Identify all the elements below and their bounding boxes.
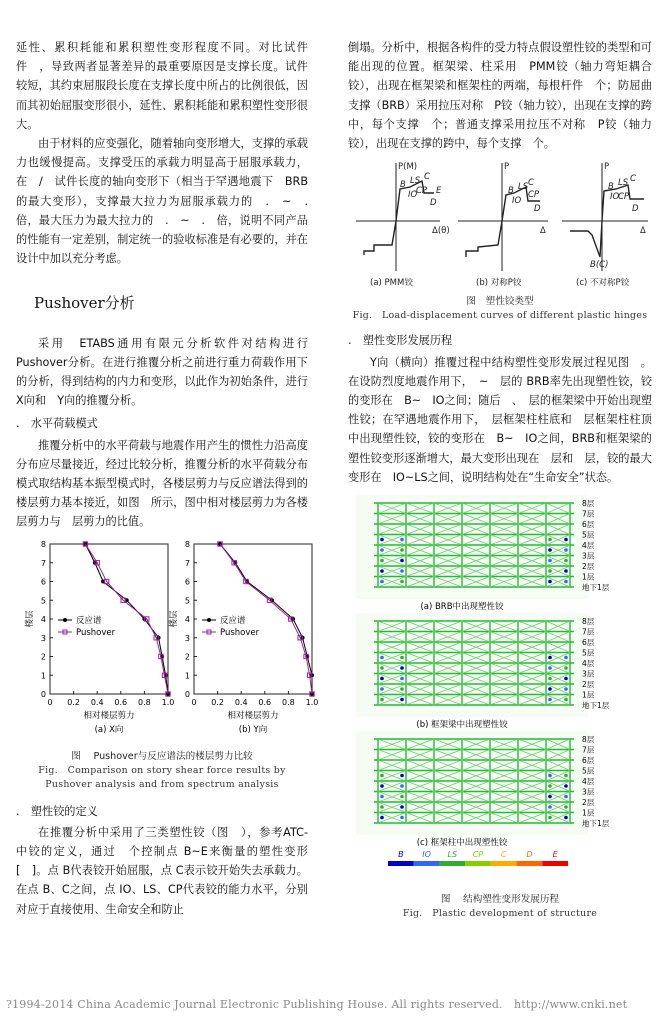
paragraph: Y向（横向）推覆过程中结构塑性变形发展过程见图 。在设防烈度地震作用下， ~ 层的 BRB率先出现塑性铰，铰的变形在 B~ IO之间；随后 、 层的框架梁中开始出现塑性铰；在罕遇地震作用下， 层框架柱柱底和 层框架柱柱顶中出现塑性铰，铰的变形在 B~ IO之间，BRB和框架梁的塑性铰变形逐渐增大，最大变形出现在 层和 层，铰的最大变形在 IO~LS之间，说明结构处在“生命安全”状态。 [348, 355, 652, 484]
plastic-hinge [380, 795, 384, 799]
floor-label: 2层 [582, 798, 595, 808]
legend-color-bar [414, 861, 440, 866]
plastic-hinge [564, 677, 568, 681]
frame-panel [356, 495, 610, 599]
floor-label: 3层 [582, 669, 595, 679]
x-tick-label: 0.8 [282, 697, 295, 707]
figure-caption-en: Pushover analysis and from spectrum analysis [45, 778, 279, 790]
plastic-hinge [548, 795, 552, 799]
plastic-hinge [564, 795, 568, 799]
plastic-hinge [380, 677, 384, 681]
y-tick-label: 1 [40, 670, 46, 680]
y-tick-label: 7 [184, 558, 190, 568]
plastic-hinge [400, 569, 404, 573]
plastic-hinge [380, 538, 384, 542]
plastic-hinge [380, 805, 384, 809]
plastic-hinge [548, 816, 552, 820]
legend-color-bar [491, 861, 517, 866]
x-axis-label: 相对楼层剪力 [227, 710, 279, 721]
axis-label: P(M) [398, 162, 418, 173]
paragraph: 倒塌。分析中，根据各构件的受力特点假设塑性铰的类型和可能出现的位置。框架梁、柱采用 PMM铰（轴力弯矩耦合铰），出现在框架梁和框架柱的两端，每根杆件 个；防屈曲支撑（BRB）采用拉压对称 P铰（轴力铰），出现在支撑的跨中，每个支撑 个；普通支撑采用拉压不对称 P铰（轴力铰），出现在支撑的跨中，每个支撑 个。 [348, 41, 652, 151]
figure-plastic-development [348, 495, 652, 921]
y-tick-label: 0 [184, 689, 190, 699]
plastic-hinge [400, 548, 404, 552]
floor-label: 4层 [582, 777, 595, 787]
floor-label: 8层 [582, 735, 595, 745]
floor-label: 7层 [582, 745, 595, 755]
plastic-hinge [400, 559, 404, 563]
floor-label: 地下1层 [582, 583, 610, 593]
floor-label: 1层 [582, 572, 595, 582]
y-tick-label: 5 [184, 595, 190, 605]
hinge-b [458, 163, 548, 271]
plastic-hinge [400, 698, 404, 702]
floor-label: 6层 [582, 756, 595, 766]
plastic-hinge [548, 569, 552, 573]
floor-label: 6层 [582, 520, 595, 530]
subfigure-label: (c) 框架柱中出现塑性铰 [416, 838, 508, 849]
paragraph: 推覆分析中的水平荷载与地震作用产生的惯性力沿高度分布应尽量接近，经过比较分析，推覆分析的水平荷载分布模式取结构基本振型模式时，各楼层剪力与反应谱法得到的楼层剪力基本接近，如图 所示，图中相对楼层剪力为各楼层剪力与 层剪力的比值。 [16, 438, 308, 529]
y-tick-label: 4 [184, 614, 190, 624]
plastic-hinge [548, 677, 552, 681]
plastic-hinge [380, 569, 384, 573]
axis-label: Δ [540, 226, 546, 237]
figure-caption: 图 结构塑性变形发展历程 [440, 894, 560, 906]
plastic-hinge [548, 656, 552, 660]
y-tick-label: 8 [40, 539, 46, 549]
svg-text:C: C [528, 178, 534, 189]
legend-marker [207, 618, 211, 622]
svg-text:IO: IO [610, 192, 620, 203]
x-tick-label: 0.6 [258, 697, 272, 707]
plastic-hinge [380, 816, 384, 820]
svg-text:B: B [400, 180, 406, 191]
floor-label: 4层 [582, 541, 595, 551]
x-tick-label: 0.6 [114, 697, 128, 707]
legend-color-bar [465, 861, 491, 866]
subfigure-label: (c) 不对称P铰 [576, 278, 630, 289]
axis-label: P [604, 162, 610, 173]
plot-frame [50, 544, 168, 694]
plastic-hinge [400, 816, 404, 820]
plastic-hinge [400, 677, 404, 681]
legend-label: E [552, 850, 558, 860]
frame-panel [356, 731, 610, 835]
subsection-heading: . 水平荷载模式 [16, 417, 98, 431]
plastic-hinge [564, 687, 568, 691]
left-column [16, 38, 320, 919]
subfigure-label: (b) 框架梁中出现塑性铰 [416, 720, 508, 731]
figure-caption-en: Fig. Comparison on story shear force results by [38, 764, 286, 776]
figure-caption: 图 塑性铰类型 [466, 296, 534, 308]
floor-label: 5层 [582, 648, 595, 658]
axis-label: Δ(θ) [432, 226, 450, 237]
figure-caption-en: Fig. Load-displacement curves of different plastic hinges [352, 310, 648, 322]
floor-label: 3层 [582, 787, 595, 797]
plastic-hinge [380, 559, 384, 563]
plastic-hinge [564, 774, 568, 778]
svg-text:LS: LS [410, 176, 421, 187]
svg-text:CP: CP [618, 192, 630, 203]
svg-text:CP: CP [416, 186, 428, 197]
svg-text:D: D [430, 198, 437, 209]
plastic-hinge [548, 805, 552, 809]
subsection-heading: . 塑性铰的定义 [16, 804, 98, 818]
legend-label: LS [447, 850, 458, 860]
section-heading: Pushover分析 [34, 294, 135, 313]
plastic-hinge [548, 548, 552, 552]
floor-label: 2层 [582, 680, 595, 690]
plastic-hinge [548, 698, 552, 702]
legend-label: 反应谱 [220, 615, 246, 626]
plastic-hinge [548, 784, 552, 788]
subfigure-label: (a) BRB中出现塑性铰 [420, 602, 504, 613]
y-tick-label: 0 [40, 689, 46, 699]
svg-text:LS: LS [518, 182, 529, 193]
plastic-hinge [400, 774, 404, 778]
plastic-hinge [564, 805, 568, 809]
subfigure-label: (b) 对称P铰 [476, 278, 522, 289]
plastic-hinge [380, 666, 384, 670]
svg-text:CP: CP [528, 190, 540, 201]
axis-label: P [504, 162, 510, 173]
paragraph: 由于材料的应变强化，随着轴向变形增大，支撑的承载力也缓慢提高。支撑受压的承载力明显高于屈服承载力，在 / 试件长度的轴向变形下（相当于罕遇地震下 BRB的最大变形），支撑最大拉力为屈服承载力的 . ~ . 倍，最大压力为最大拉力的 . ~ . 倍，说明不同产品的性能有一定差别，制定统一的验收标准是有必要的，并在设计中加以充分考虑。 [16, 137, 320, 266]
plastic-hinge [380, 698, 384, 702]
svg-text:C: C [424, 172, 430, 183]
svg-text:E: E [436, 186, 442, 197]
x-tick-label: 0.2 [211, 697, 224, 707]
y-tick-label: 7 [40, 558, 46, 568]
y-tick-label: 3 [184, 633, 190, 643]
x-tick-label: 0 [191, 697, 197, 707]
plastic-hinge [564, 698, 568, 702]
floor-label: 1层 [582, 690, 595, 700]
figure-caption-en: Fig. Plastic development of structure [402, 908, 598, 920]
plastic-hinge [548, 538, 552, 542]
legend-label: CP [472, 850, 484, 860]
plastic-hinge [564, 569, 568, 573]
svg-text:B: B [508, 186, 514, 197]
copyright-footer: ?1994-2014 China Academic Journal Electronic Publishing House. All rights reserved. http://www.cnki.net [6, 998, 628, 1011]
figure-story-shear [16, 532, 319, 750]
x-tick-label: 0.4 [234, 697, 248, 707]
svg-text:D: D [534, 204, 541, 215]
plastic-hinge [380, 784, 384, 788]
y-tick-label: 2 [40, 652, 46, 662]
floor-label: 3层 [582, 551, 595, 561]
legend-color-bar [388, 861, 414, 866]
floor-label: 8层 [582, 617, 595, 627]
legend-label: Pushover [220, 627, 260, 638]
plastic-hinge [400, 666, 404, 670]
plastic-hinge [400, 580, 404, 584]
right-column [348, 38, 652, 921]
subfigure-label: (a) PMM铰 [370, 278, 413, 289]
plastic-hinge [380, 774, 384, 778]
plastic-hinge [548, 666, 552, 670]
paragraph: 延性、累积耗能和累积塑性变形程度不同。对比试件 件 ，导致两者显著差异的最重要原因是支撑长度。试件 较短，其约束屈服段长度在支撑长度中所占的比例很低，因而其初始屈服变形很小，延性、累积耗能和累积塑性变形很大。 [16, 41, 320, 131]
subfigure-label: (a) X向 [94, 724, 124, 735]
legend-label: D [526, 850, 533, 860]
legend-color-bar [517, 861, 543, 866]
x-axis-label: 相对楼层剪力 [83, 710, 135, 721]
plastic-hinge [548, 687, 552, 691]
plastic-hinge [400, 805, 404, 809]
frame-diagrams [348, 495, 652, 887]
svg-text:LS: LS [618, 178, 629, 189]
x-tick-label: 0.2 [67, 697, 80, 707]
floor-label: 8层 [582, 499, 595, 509]
x-tick-label: 1.0 [161, 697, 175, 707]
floor-label: 1层 [582, 808, 595, 818]
y-axis-label: 楼层 [25, 610, 35, 628]
plastic-hinge [564, 666, 568, 670]
y-tick-label: 6 [184, 577, 190, 587]
plastic-hinge [400, 687, 404, 691]
svg-text:IO: IO [408, 190, 418, 201]
y-tick-label: 1 [184, 670, 190, 680]
plastic-hinge [564, 580, 568, 584]
plastic-hinge [548, 559, 552, 563]
subfigure-label: (b) Y向 [238, 724, 268, 735]
subsection-heading: . 塑性变形发展历程 [348, 334, 453, 348]
story-shear-charts [16, 532, 319, 750]
legend-label: Pushover [76, 627, 116, 638]
plastic-hinge [380, 548, 384, 552]
y-tick-label: 3 [40, 633, 46, 643]
svg-text:B(C): B(C) [590, 260, 609, 271]
plastic-hinge [564, 538, 568, 542]
plastic-hinge [400, 795, 404, 799]
legend-label: 反应谱 [76, 615, 102, 626]
plastic-hinge [548, 774, 552, 778]
y-tick-label: 8 [184, 539, 190, 549]
floor-label: 6层 [582, 638, 595, 648]
plastic-hinge [548, 580, 552, 584]
frame-panel [356, 613, 610, 717]
plastic-hinge [380, 580, 384, 584]
svg-text:C: C [630, 174, 636, 185]
floor-label: 地下1层 [582, 701, 610, 711]
svg-text:D: D [632, 204, 639, 215]
legend-color-bar [542, 861, 568, 866]
x-tick-label: 1.0 [305, 697, 319, 707]
figure-caption: 图 Pushover与反应谱法的楼层剪力比较 [71, 750, 253, 762]
plastic-hinge [564, 559, 568, 563]
x-tick-label: 0.4 [90, 697, 104, 707]
floor-label: 5层 [582, 766, 595, 776]
floor-label: 地下1层 [582, 819, 610, 829]
plastic-hinge [380, 687, 384, 691]
y-axis-label: 楼层 [169, 610, 179, 628]
legend-label: C [500, 850, 507, 860]
plastic-hinge [564, 548, 568, 552]
x-tick-label: 0.8 [138, 697, 151, 707]
paragraph: 采用 ETABS通用有限元分析软件对结构进行Pushover分析。在进行推覆分析之前进行重力荷载作用下的分析，得到结构的内力和变形，以此作为初始条件，进行 X向和 Y向的推覆分析。 [16, 336, 320, 408]
legend-label: B [398, 850, 404, 860]
plastic-hinge [400, 538, 404, 542]
figure-hinge-types [348, 159, 652, 323]
y-tick-label: 4 [40, 614, 46, 624]
floor-label: 7层 [582, 509, 595, 519]
y-tick-label: 6 [40, 577, 46, 587]
floor-label: 4层 [582, 659, 595, 669]
svg-text:IO: IO [512, 196, 522, 207]
svg-text:B: B [608, 182, 614, 193]
plastic-hinge [564, 656, 568, 660]
paragraph: 在推覆分析中采用了三类塑性铰（图 ），参考ATC- 中铰的定义，通过 个控制点 B~E来衡量的塑性变形[ ]。点 B代表铰开始屈服，点 C表示铰开始失去承载力。在点 B、C之间，点 IO、LS、CP代表铰的能力水平，分别对应于直接使用、生命安全和防止 [16, 825, 320, 916]
legend-label: IO [422, 850, 431, 860]
plastic-hinge [380, 656, 384, 660]
plastic-hinge [400, 656, 404, 660]
x-tick-label: 0 [47, 697, 53, 707]
floor-label: 5层 [582, 530, 595, 540]
y-tick-label: 5 [40, 595, 46, 605]
floor-label: 2层 [582, 562, 595, 572]
plastic-hinge [400, 784, 404, 788]
plastic-hinge [564, 816, 568, 820]
legend-marker [63, 618, 67, 622]
plastic-hinge [564, 784, 568, 788]
axis-label: Δ [640, 226, 646, 237]
hinge-curves [348, 159, 652, 289]
legend-color-bar [439, 861, 465, 866]
y-tick-label: 2 [184, 652, 190, 662]
floor-label: 7层 [582, 627, 595, 637]
